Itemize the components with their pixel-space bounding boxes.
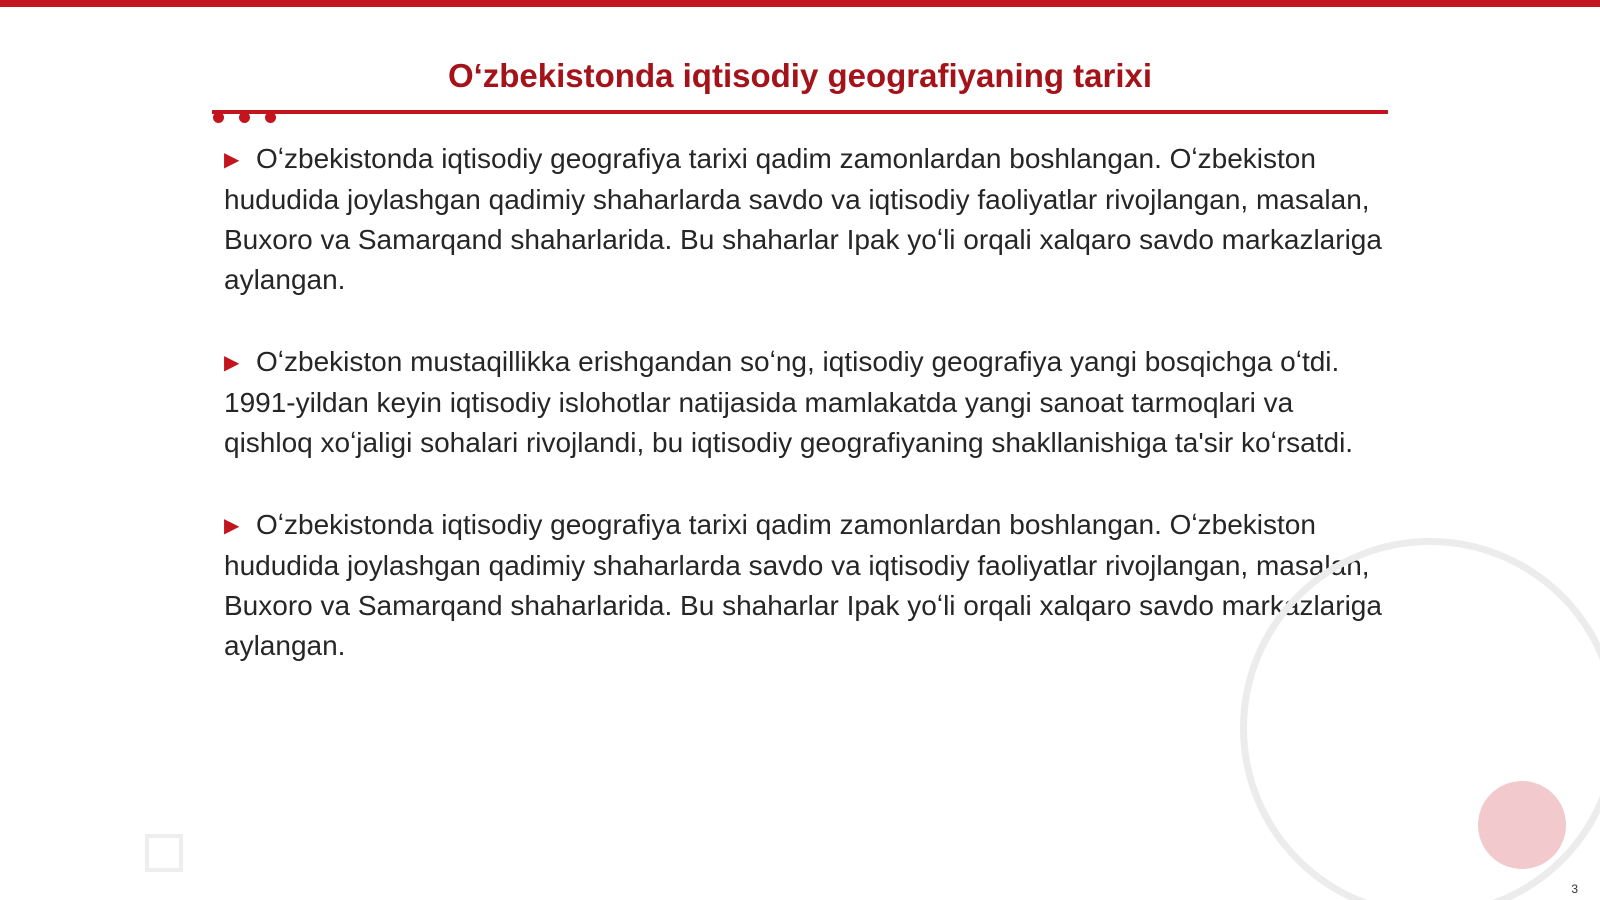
decorative-circle xyxy=(1478,781,1566,869)
slide-title: Oʻzbekistonda iqtisodiy geografiyaning tarixi xyxy=(447,57,1153,94)
bullet-item xyxy=(224,505,1384,666)
bullet-item xyxy=(224,342,1384,463)
bullet-item xyxy=(224,139,1384,300)
triangle-bullet-icon: ▶ xyxy=(224,515,240,537)
bullet-text: Oʻzbekistonda iqtisodiy geografiya tarixi qadim zamonlardan boshlangan. Oʻzbekiston hududida joylashgan qadimiy shaharlarda savdo va iqtisodiy faoliyatlar rivojlangan, masalan, Buxoro va Samarqand shaharlarida. Bu shaharlar Ipak yoʻli orqali xalqaro savdo markazlariga aylangan. xyxy=(224,143,1382,295)
title-underline xyxy=(212,110,1388,114)
page-number: 3 xyxy=(1571,882,1578,896)
bullet-list xyxy=(224,139,1384,666)
decorative-dot xyxy=(265,112,276,123)
triangle-bullet-icon: ▶ xyxy=(224,352,240,374)
bullet-text: Oʻzbekistonda iqtisodiy geografiya tarixi qadim zamonlardan boshlangan. Oʻzbekiston hududida joylashgan qadimiy shaharlarda savdo va iqtisodiy faoliyatlar rivojlangan, masalan, Buxoro va Samarqand shaharlarida. Bu shaharlar Ipak yoʻli orqali xalqaro savdo markazlariga aylangan. xyxy=(224,509,1382,661)
decorative-dot xyxy=(239,112,250,123)
decorative-square xyxy=(145,834,183,872)
top-accent-bar xyxy=(0,0,1600,7)
bullet-text: Oʻzbekiston mustaqillikka erishgandan soʻng, iqtisodiy geografiya yangi bosqichga oʻtdi. 1991-yildan keyin iqtisodiy islohotlar natijasida mamlakatda yangi sanoat tarmoqlari va qishloq xoʻjaligi sohalari rivojlandi, bu iqtisodiy geografiyaning shakllanishiga ta'sir koʻrsatdi. xyxy=(224,346,1354,458)
triangle-bullet-icon: ▶ xyxy=(224,149,240,171)
decorative-dot xyxy=(213,112,224,123)
